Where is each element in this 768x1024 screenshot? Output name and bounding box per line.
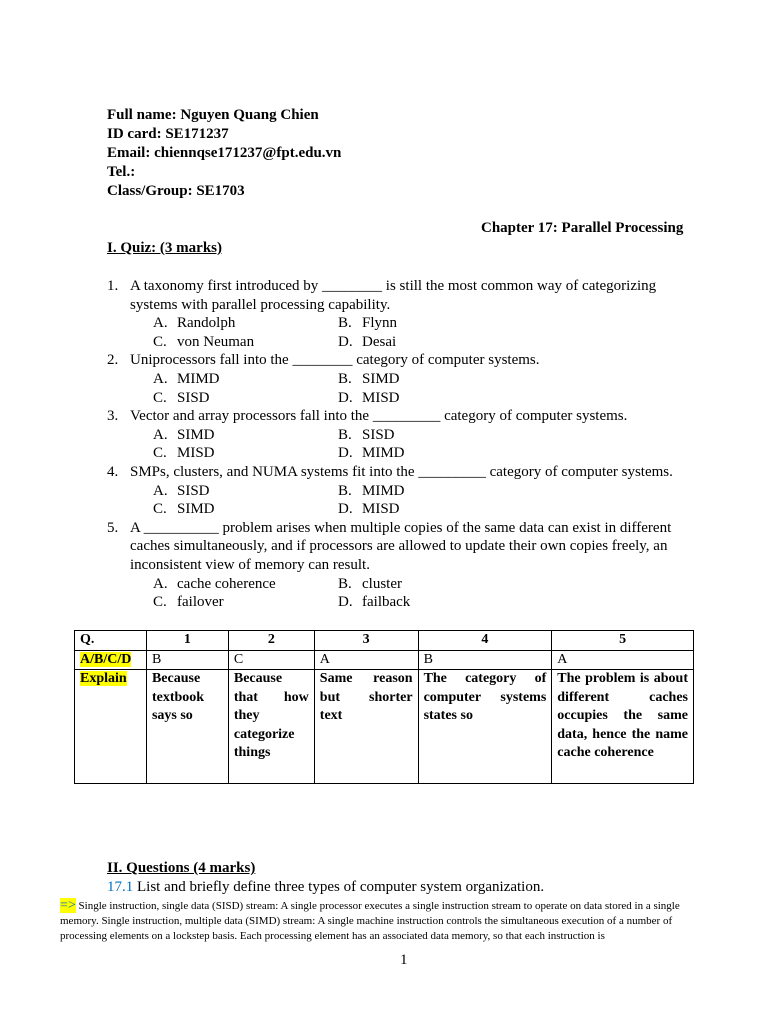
answer-text: Single instruction, single data (SISD) stream: A single processor executes a single instruction stream to operate on data stored in a single memory. Single instruction, multiple data (SIMD) stream: A single machine instruction controls the simultaneous execution of a number of processing elements on a lockstep basis. Each processing element has an associated data memory, so that each instruction is xyxy=(60,900,680,942)
option xyxy=(153,370,338,389)
student-info xyxy=(107,106,341,201)
question-3 xyxy=(107,407,707,426)
option-letter: C. xyxy=(153,389,167,406)
option-letter: D. xyxy=(338,501,353,518)
option xyxy=(338,500,523,519)
option-letter: D. xyxy=(338,594,353,611)
option-text: SIMD xyxy=(362,370,400,387)
option-text: MISD xyxy=(177,445,215,462)
option xyxy=(153,426,338,445)
answer-17-1 xyxy=(60,898,710,944)
question-text: Vector and array processors fall into the _________ category of computer systems. xyxy=(130,408,628,425)
option-letter: A. xyxy=(153,575,168,592)
question-number: 5. xyxy=(107,519,119,536)
option-letter: A. xyxy=(153,315,168,332)
table-header-cell: 2 xyxy=(228,631,314,651)
option xyxy=(153,482,338,501)
explain-cell: Because that how they categorize things xyxy=(228,670,314,784)
options-5 xyxy=(107,575,707,612)
answer-cell: C xyxy=(228,650,314,670)
table-header-cell: Q. xyxy=(75,631,147,651)
option-letter: B. xyxy=(338,482,352,499)
question-number: 1. xyxy=(107,278,119,294)
question-text: A taxonomy first introduced by ________ is still the most common way of categorizing systems with parallel processing capability. xyxy=(130,278,657,313)
option-letter: A. xyxy=(153,426,168,443)
question-17-1 xyxy=(107,879,544,896)
answer-arrow: => xyxy=(60,898,76,913)
option xyxy=(153,314,338,333)
email: Email: chiennqse171237@fpt.edu.vn xyxy=(107,145,342,161)
answer-cell: A xyxy=(314,650,418,670)
quiz-questions xyxy=(107,277,707,612)
option-letter: C. xyxy=(153,501,167,518)
question-1 xyxy=(107,277,707,314)
class-group: Class/Group: SE1703 xyxy=(107,183,245,199)
options-1 xyxy=(107,314,707,351)
option xyxy=(338,370,523,389)
option-text: cache coherence xyxy=(177,575,276,592)
explain-cell: The problem is about different caches occupies the same data, hence the name cache coherence xyxy=(552,670,694,784)
question-17-1-number: 17.1 xyxy=(107,879,134,895)
option-letter: B. xyxy=(338,315,352,332)
option-text: SISD xyxy=(177,482,210,499)
option-text: Desai xyxy=(362,333,397,350)
option-text: failback xyxy=(362,594,411,611)
option-text: von Neuman xyxy=(177,333,255,350)
options-2 xyxy=(107,370,707,407)
option xyxy=(338,333,523,352)
explain-cell: Because textbook says so xyxy=(146,670,228,784)
option xyxy=(338,575,523,594)
explain-label: Explain xyxy=(80,671,127,686)
option xyxy=(338,389,523,408)
question-2 xyxy=(107,351,707,370)
option-letter: B. xyxy=(338,575,352,592)
full-name: Full name: Nguyen Quang Chien xyxy=(107,107,319,123)
question-5 xyxy=(107,519,707,575)
option xyxy=(153,389,338,408)
answers-label: A/B/C/D xyxy=(80,651,132,667)
option-text: MIMD xyxy=(362,482,405,499)
option-text: MIMD xyxy=(177,370,220,387)
option-letter: C. xyxy=(153,333,167,350)
table-header-row xyxy=(75,631,694,651)
explain-label-cell xyxy=(75,670,147,784)
id-card: ID card: SE171237 xyxy=(107,126,229,142)
option-letter: D. xyxy=(338,389,353,406)
question-text: Uniprocessors fall into the ________ category of computer systems. xyxy=(130,352,540,369)
option-text: cluster xyxy=(362,575,402,592)
table-header-cell: 3 xyxy=(314,631,418,651)
option-text: SIMD xyxy=(177,501,215,518)
options-4 xyxy=(107,482,707,519)
option xyxy=(338,314,523,333)
table-row-explain xyxy=(75,670,694,784)
option xyxy=(153,593,338,612)
page-number: 1 xyxy=(400,952,408,968)
question-number: 2. xyxy=(107,352,119,369)
question-17-1-text: List and briefly define three types of computer system organization. xyxy=(133,879,545,895)
option-text: failover xyxy=(177,594,224,611)
option-text: SIMD xyxy=(177,426,215,443)
option-letter: C. xyxy=(153,594,167,611)
option xyxy=(153,333,338,352)
option xyxy=(338,482,523,501)
answer-cell: B xyxy=(418,650,552,670)
section2-title: II. Questions (4 marks) xyxy=(107,860,256,876)
option-text: SISD xyxy=(177,389,210,406)
answer-table xyxy=(74,630,694,784)
question-number: 4. xyxy=(107,463,119,480)
option-text: MIMD xyxy=(362,445,405,462)
table-header-cell: 1 xyxy=(146,631,228,651)
option-text: MISD xyxy=(362,501,400,518)
table-header-cell: 5 xyxy=(552,631,694,651)
answer-cell: B xyxy=(146,650,228,670)
option xyxy=(153,444,338,463)
option-letter: D. xyxy=(338,333,353,350)
table-row-answers xyxy=(75,650,694,670)
option-letter: A. xyxy=(153,482,168,499)
option-text: SISD xyxy=(362,426,395,443)
option xyxy=(338,444,523,463)
chapter-title: Chapter 17: Parallel Processing xyxy=(481,220,684,236)
option-letter: A. xyxy=(153,370,168,387)
explain-cell: Same reason but shorter text xyxy=(314,670,418,784)
option-letter: D. xyxy=(338,445,353,462)
option xyxy=(153,575,338,594)
option xyxy=(153,500,338,519)
quiz-title: I. Quiz: (3 marks) xyxy=(107,240,222,256)
option-letter: B. xyxy=(338,370,352,387)
answer-cell: A xyxy=(552,650,694,670)
option-text: Randolph xyxy=(177,315,236,332)
explain-cell: The category of computer systems states so xyxy=(418,670,552,784)
option-letter: C. xyxy=(153,445,167,462)
options-3 xyxy=(107,426,707,463)
option xyxy=(338,426,523,445)
option-letter: B. xyxy=(338,426,352,443)
question-text: A __________ problem arises when multiple copies of the same data can exist in different caches simultaneously, and if processors are allowed to update their own copies freely, an inconsistent view of memory can result. xyxy=(130,519,672,573)
question-number: 3. xyxy=(107,408,119,425)
option-text: Flynn xyxy=(362,315,398,332)
table-header-cell: 4 xyxy=(418,631,552,651)
option-text: MISD xyxy=(362,389,400,406)
question-4 xyxy=(107,463,707,482)
option xyxy=(338,593,523,612)
answers-label-cell xyxy=(75,650,147,670)
tel: Tel.: xyxy=(107,164,136,180)
question-text: SMPs, clusters, and NUMA systems fit into the _________ category of computer systems. xyxy=(130,463,673,480)
